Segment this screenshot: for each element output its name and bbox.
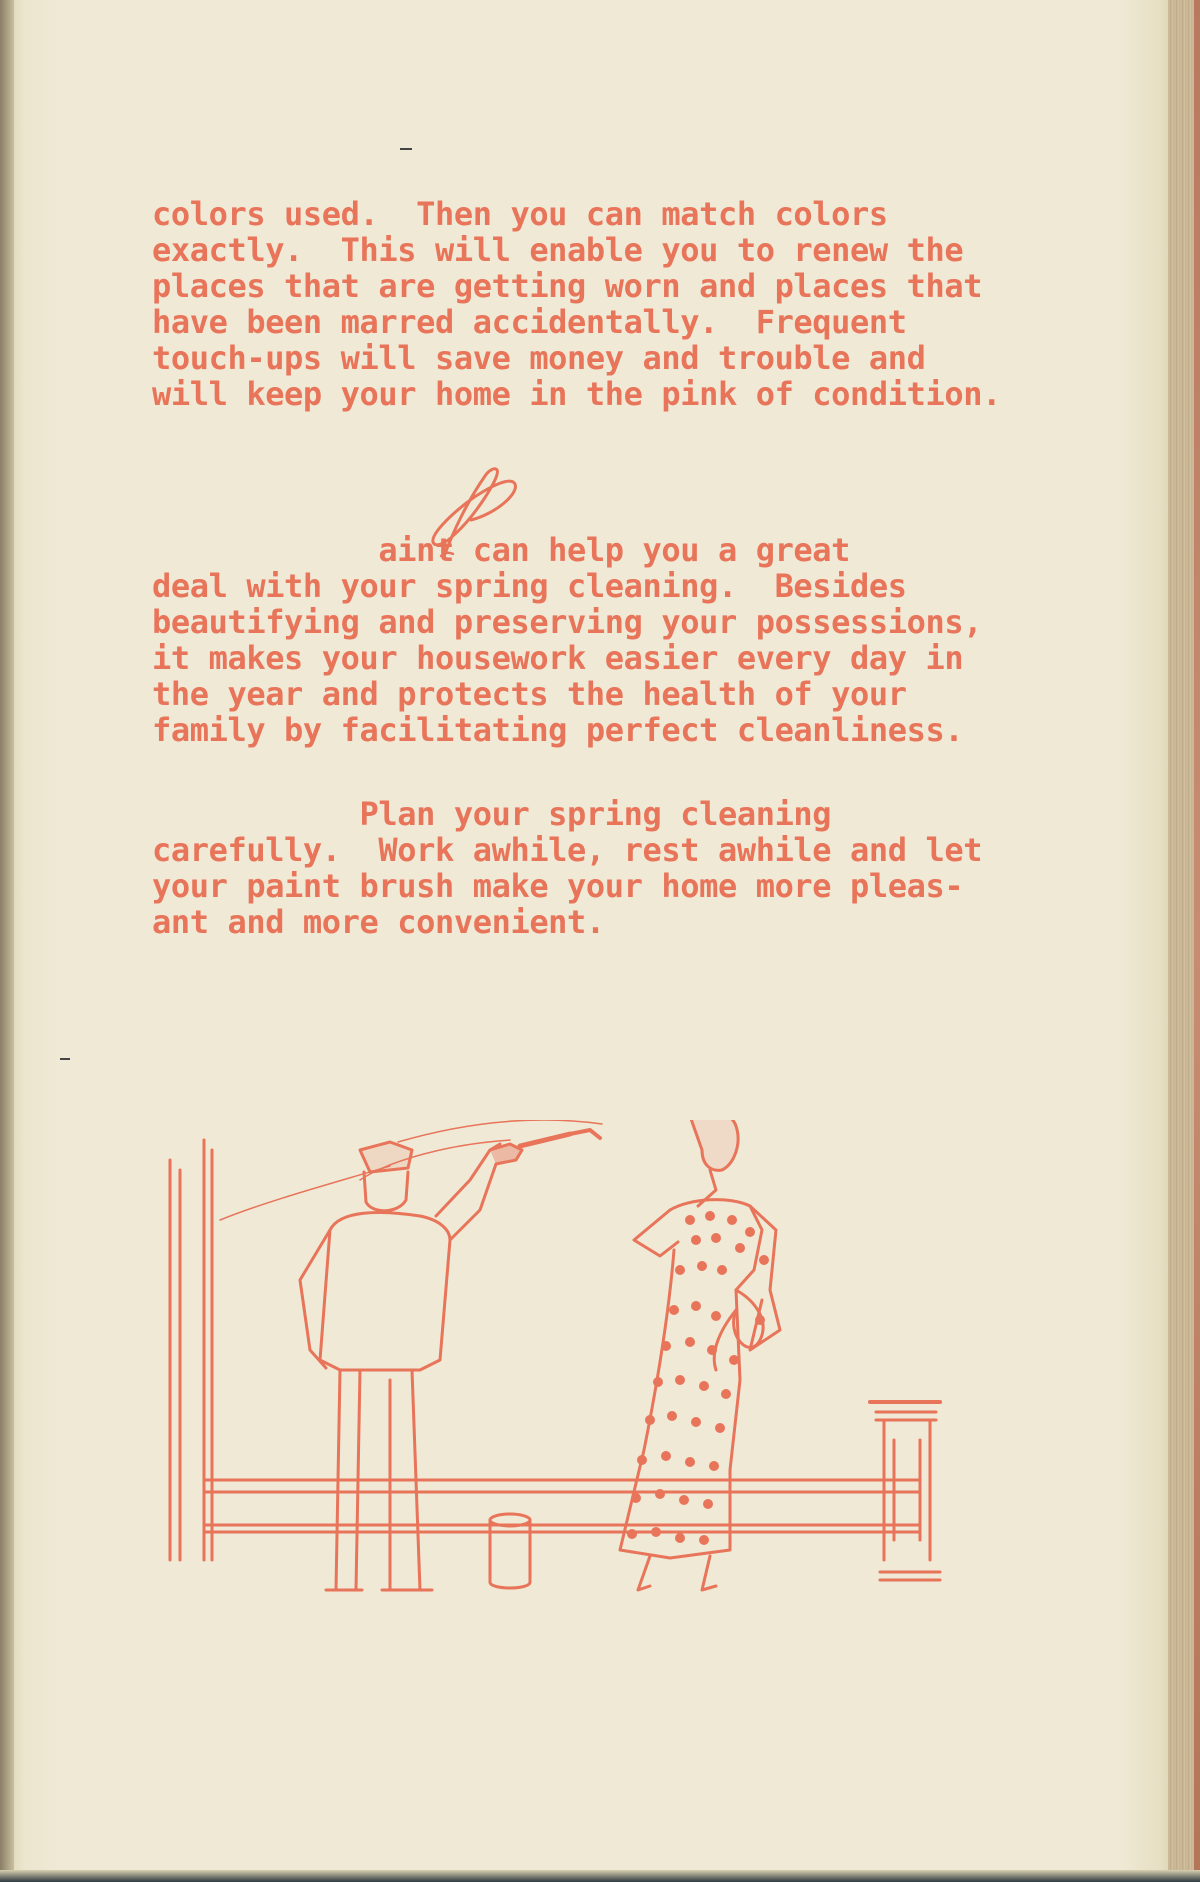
text-line: beautifying and preserving your possessions,: [152, 603, 983, 641]
text-line: it makes your housework easier every day in: [152, 639, 964, 677]
text-line: aint can help you a great: [152, 531, 851, 569]
illustration-drawing: [150, 1120, 970, 1640]
text-line: colors used. Then you can match colors: [152, 195, 888, 233]
text-line: have been marred accidentally. Frequent: [152, 303, 907, 341]
ink-speck: [60, 1058, 70, 1060]
text-line: exactly. This will enable you to renew the: [152, 231, 964, 269]
book-gutter: [0, 0, 14, 1882]
text-line: will keep your home in the pink of condition.: [152, 375, 1001, 413]
text-line: deal with your spring cleaning. Besides: [152, 567, 907, 605]
text-line: family by facilitating perfect cleanliness.: [152, 711, 964, 749]
paragraph-3: [152, 796, 992, 940]
text-line: your paint brush make your home more pleas-: [152, 867, 964, 905]
page-bottom-edge: [0, 1870, 1200, 1882]
text-line: Plan your spring cleaning: [152, 795, 832, 833]
man-painting-woman-watching-illustration: [150, 1120, 970, 1640]
ink-speck: [400, 148, 412, 150]
text-line: touch-ups will save money and trouble and: [152, 339, 926, 377]
text-line: the year and protects the health of your: [152, 675, 907, 713]
paragraph-1: [152, 195, 1001, 413]
page-edge-stain: [1194, 0, 1200, 1882]
text-line: ant and more convenient.: [152, 903, 605, 941]
text-line: carefully. Work awhile, rest awhile and let: [152, 831, 983, 869]
text-line: places that are getting worn and places that: [152, 267, 983, 305]
paragraph-2: [152, 532, 992, 748]
